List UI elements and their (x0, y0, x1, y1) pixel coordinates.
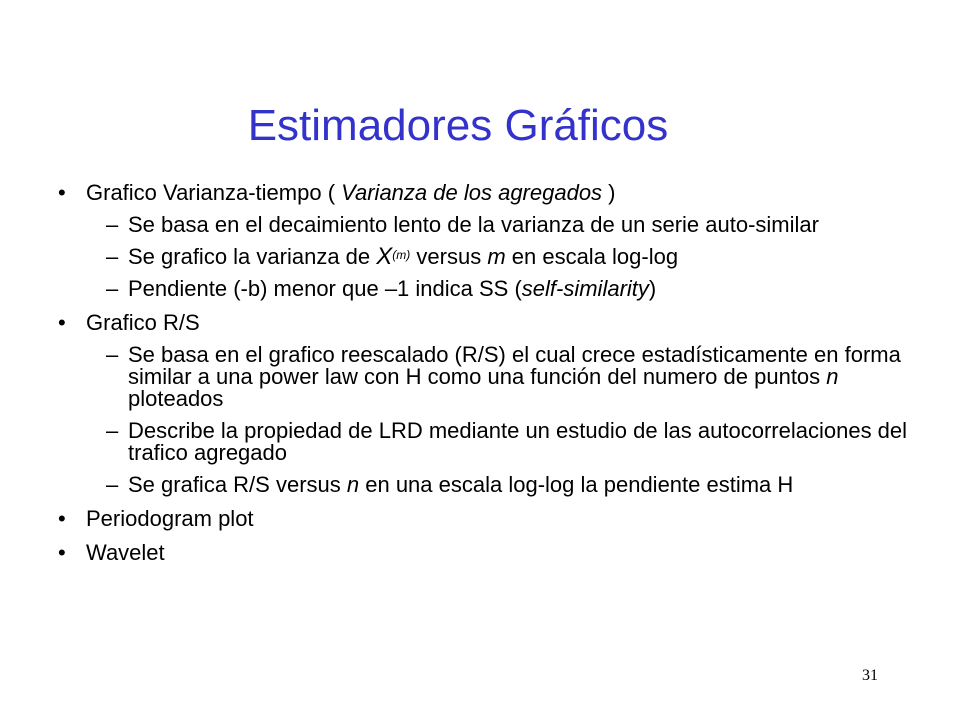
subbullet-text: Pendiente (-b) menor que –1 indica SS ( (128, 276, 522, 301)
slide-title: Estimadores Gráficos (247, 101, 669, 150)
bullet-wavelet (58, 542, 918, 564)
subbullet-reescalado (58, 344, 918, 410)
subbullet-text: Se grafico la varianza de (128, 244, 377, 269)
bullet-varianza-tiempo (58, 182, 918, 204)
bullet-text: Grafico R/S (86, 310, 200, 335)
bullet-text-end: ) (602, 180, 616, 205)
bullet-periodogram (58, 508, 918, 530)
subbullet-text: Se basa en el grafico reescalado (R/S) el cual crece estadísticamente en forma similar a una power law con H como una función del numero de puntos (128, 342, 901, 389)
dash-marker: – (106, 342, 119, 367)
subbullet-text-end: ) (648, 276, 657, 301)
bullet-marker: • (58, 506, 66, 531)
bullet-marker: • (58, 310, 66, 335)
subbullet-text-emphasis: n (346, 472, 360, 497)
page-number: 31 (862, 667, 878, 684)
bullet-text: Grafico Varianza-tiempo ( (86, 180, 342, 205)
subbullet-text: Se grafica R/S versus (128, 472, 347, 497)
math-superscript-m: (m) (392, 248, 411, 262)
bullet-marker: • (58, 180, 66, 205)
bullet-marker: • (58, 540, 66, 565)
bullet-text: Periodogram plot (86, 506, 254, 531)
subbullet-text-end: en una escala log-log la pendiente estima H (359, 472, 794, 497)
math-variable-x: X (376, 243, 393, 270)
dash-marker: – (106, 244, 119, 269)
subbullet-pendiente (58, 278, 918, 300)
subbullet-lrd (58, 420, 918, 464)
subbullet-text-emphasis: self-similarity (521, 276, 649, 301)
subbullet-text-end: ploteados (128, 386, 224, 411)
bullet-text-emphasis: Varianza de los agregados (341, 180, 603, 205)
subbullet-rs-versus-n (58, 474, 918, 496)
subbullet-text-end: en escala log-log (505, 244, 679, 269)
dash-marker: – (106, 276, 119, 301)
dash-marker: – (106, 418, 119, 443)
subbullet-text: Describe la propiedad de LRD mediante un estudio de las autocorrelaciones del trafico agregado (128, 418, 908, 465)
bullet-grafico-rs (58, 312, 918, 334)
subbullet-text-mid: versus (410, 244, 488, 269)
math-variable-m: m (487, 244, 506, 269)
dash-marker: – (106, 472, 119, 497)
subbullet-varianza-xm (58, 243, 918, 270)
dash-marker: – (106, 212, 119, 237)
bullet-text: Wavelet (86, 540, 165, 565)
bullet-list (58, 182, 918, 564)
subbullet-text: Se basa en el decaimiento lento de la varianza de un serie auto-similar (128, 212, 819, 237)
subbullet-decaimiento (58, 214, 918, 236)
subbullet-text-emphasis: n (826, 364, 839, 389)
